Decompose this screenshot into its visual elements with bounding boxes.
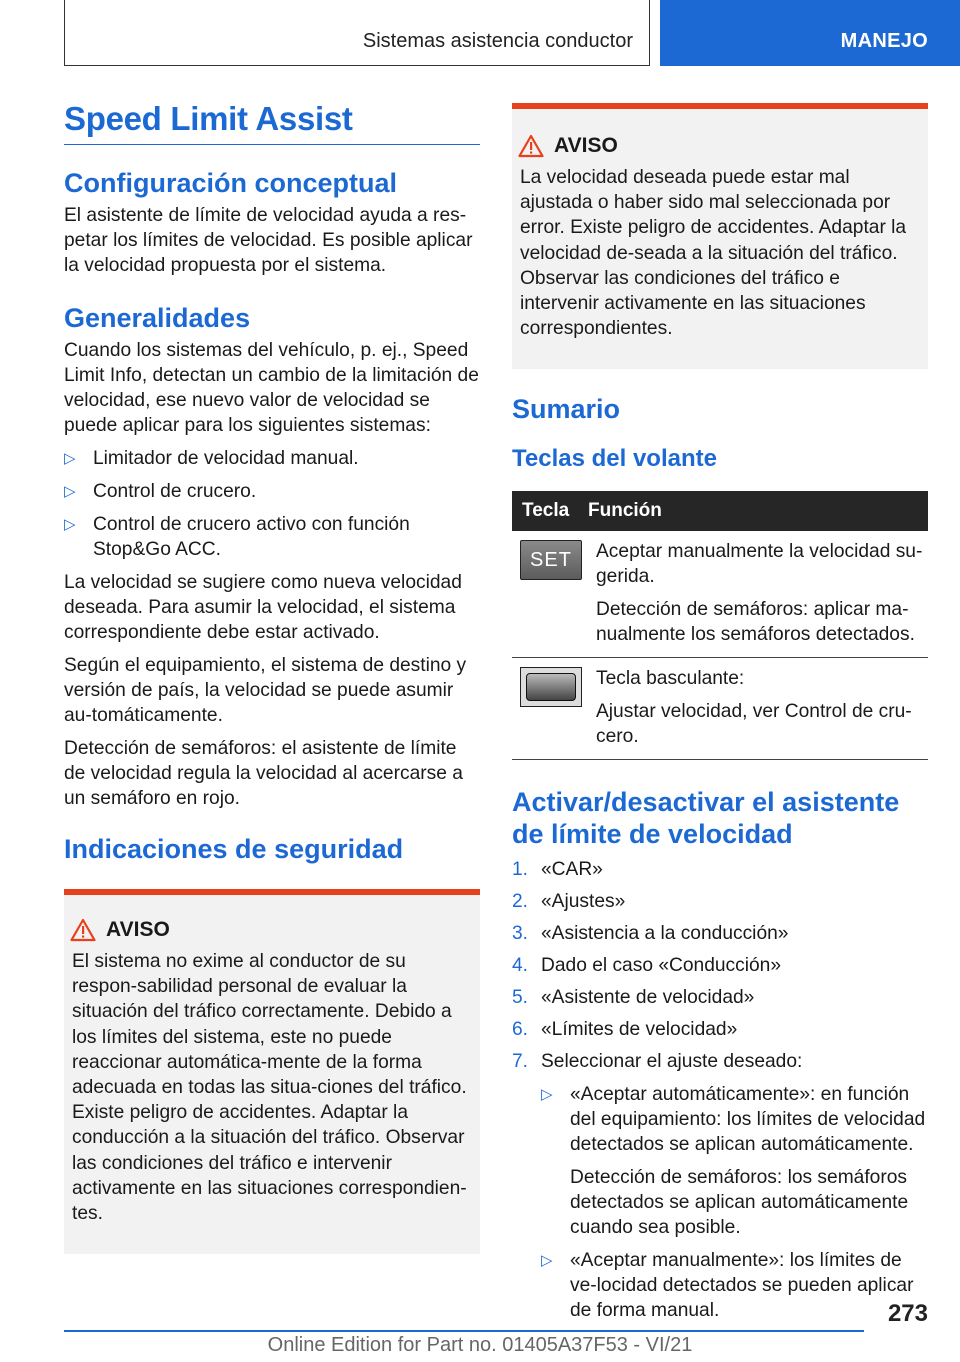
bullet-text: «Aceptar automáticamente»: en función del equipamiento: los límites de velocidad detectados se aplican automáticamente. <box>570 1084 926 1156</box>
bullet-text: Control de crucero. <box>93 481 257 502</box>
keys-heading: Teclas del volante <box>512 445 717 473</box>
general-paragraph: Detección de semáforos: el asistente de límite de velocidad regula la velocidad al acercarse a un semáforo en rojo. <box>64 738 463 809</box>
list-item <box>512 921 928 946</box>
triangle-right-icon: ▷ <box>64 483 76 500</box>
general-paragraph: Según el equipamiento, el sistema de destino y versión de país, la velocidad se puede asumir au-tomáticamente. <box>64 655 467 726</box>
header-chapter-tab[interactable] <box>660 0 960 66</box>
step-text: «Ajustes» <box>541 891 626 913</box>
step-number: 1. <box>512 859 529 881</box>
bullet-text: Detección de semáforos: los semáforos detectados se aplican automáticamente cuando sea posible. <box>570 1167 909 1239</box>
bullet-item <box>64 446 480 471</box>
concept-heading: Configuración conceptual <box>64 168 398 198</box>
header-section-box <box>64 0 650 66</box>
warning-box <box>512 103 928 369</box>
general-intro: Cuando los sistemas del vehículo, p. ej., Speed Limit Info, detectan un cambio de la limitación de velocidad, ese nuevo valor de velocidad se puede aplicar para los siguientes sistemas: <box>64 340 479 436</box>
warning-title <box>106 917 472 943</box>
list-item <box>512 889 928 914</box>
step-number: 5. <box>512 987 529 1009</box>
list-item <box>512 953 928 978</box>
bullet-item <box>541 1248 928 1323</box>
page-number: 273 <box>887 1300 928 1327</box>
page-title: Speed Limit Assist <box>64 100 480 145</box>
bullet-text: Control de crucero activo con función Stop&Go ACC. <box>93 514 410 560</box>
warning-title-text: AVISO <box>106 918 170 941</box>
warning-text: La velocidad deseada puede estar mal ajustada o haber sido mal seleccionada por error. Existe peligro de accidentes. Adaptar la velocidad de-seada a la situación del tráfico. Observar las condiciones del tráfico e intervenir activamente en las situaciones correspondientes. <box>520 167 907 340</box>
function-text: Tecla basculante: <box>596 668 745 690</box>
function-text: Detección de semáforos: aplicar ma-nualmente los semáforos detectados. <box>596 599 915 646</box>
triangle-right-icon: ▷ <box>64 516 76 533</box>
table-header <box>512 491 928 531</box>
table-cell-key <box>512 666 596 749</box>
step-number: 7. <box>512 1051 529 1073</box>
table-header-key: Tecla <box>522 500 570 522</box>
rocker-switch-icon <box>520 667 582 707</box>
function-text: Ajustar velocidad, ver Control de cru-cero. <box>596 701 912 748</box>
triangle-right-icon: ▷ <box>541 1086 553 1104</box>
step-number: 3. <box>512 923 529 945</box>
bullet-text: Limitador de velocidad manual. <box>93 448 359 469</box>
warning-box <box>64 889 480 1254</box>
concept-text: El asistente de límite de velocidad ayuda a res-petar los límites de velocidad. Es posible aplicar la velocidad propuesta por el sistema. <box>64 205 473 276</box>
activate-heading: Activar/desactivar el asistente de límite de velocidad <box>512 787 900 850</box>
warning-title <box>554 133 920 159</box>
step-text: «Asistente de velocidad» <box>541 987 755 1009</box>
table-row <box>512 658 928 760</box>
general-paragraph: La velocidad se sugiere como nueva velocidad deseada. Para asumir la velocidad, el sistema correspondiente debe estar activado. <box>64 572 462 643</box>
warning-triangle-icon <box>518 134 544 158</box>
right-column <box>512 103 928 1323</box>
set-button-icon: SET <box>520 540 582 580</box>
table-cell-function <box>596 666 928 749</box>
footer-edition: Online Edition for Part no. 01405A37F53 - VI/21 <box>267 1334 693 1356</box>
step-number: 4. <box>512 955 529 977</box>
header-section-title: Sistemas asistencia conductor <box>362 30 633 52</box>
left-column <box>64 100 480 1254</box>
table-row <box>512 531 928 658</box>
list-item <box>512 1017 928 1042</box>
warning-text: El sistema no exime al conductor de su respon-sabilidad personal de evaluar la situación del tráfico correctamente. Debido a los límites del sistema, este no puede reaccionar automática-mente de la forma adecuada en todas las situa-ciones del tráfico. Existe peligro de accidentes. Adaptar la conducción a la situación del tráfico. Observar las condiciones del tráfico e intervenir activamente en las situaciones correspondien-tes. <box>72 951 467 1225</box>
steps-list <box>512 857 928 1323</box>
bullet-item <box>64 512 480 562</box>
function-text: Aceptar manualmente la velocidad su-gerida. <box>596 541 923 588</box>
header-chapter-label: MANEJO <box>840 30 928 52</box>
bullet-item <box>64 479 480 504</box>
sub-list <box>512 1082 928 1323</box>
warning-triangle-icon <box>70 918 96 942</box>
step-text: «Asistencia a la conducción» <box>541 923 789 945</box>
list-item <box>512 1049 928 1074</box>
summary-heading: Sumario <box>512 394 621 425</box>
keys-table <box>512 491 928 760</box>
step-number: 2. <box>512 891 529 913</box>
step-text: «Límites de velocidad» <box>541 1019 738 1041</box>
list-item <box>512 857 928 882</box>
step-text: «CAR» <box>541 859 603 881</box>
safety-heading: Indicaciones de seguridad <box>64 834 404 864</box>
table-cell-function <box>596 539 928 647</box>
bullet-item <box>541 1082 928 1240</box>
step-text: Seleccionar el ajuste deseado: <box>541 1051 803 1073</box>
general-heading: Generalidades <box>64 303 251 333</box>
warning-title-text: AVISO <box>554 134 618 157</box>
triangle-right-icon: ▷ <box>541 1252 553 1270</box>
table-cell-key <box>512 539 596 647</box>
list-item <box>512 985 928 1010</box>
triangle-right-icon: ▷ <box>64 450 76 467</box>
step-number: 6. <box>512 1019 529 1041</box>
table-header-function: Función <box>588 500 662 522</box>
footer-divider <box>64 1330 864 1332</box>
bullet-text: «Aceptar manualmente»: los límites de ve-locidad detectados se pueden aplicar de forma manual. <box>570 1250 914 1322</box>
step-text: Dado el caso «Conducción» <box>541 955 782 977</box>
